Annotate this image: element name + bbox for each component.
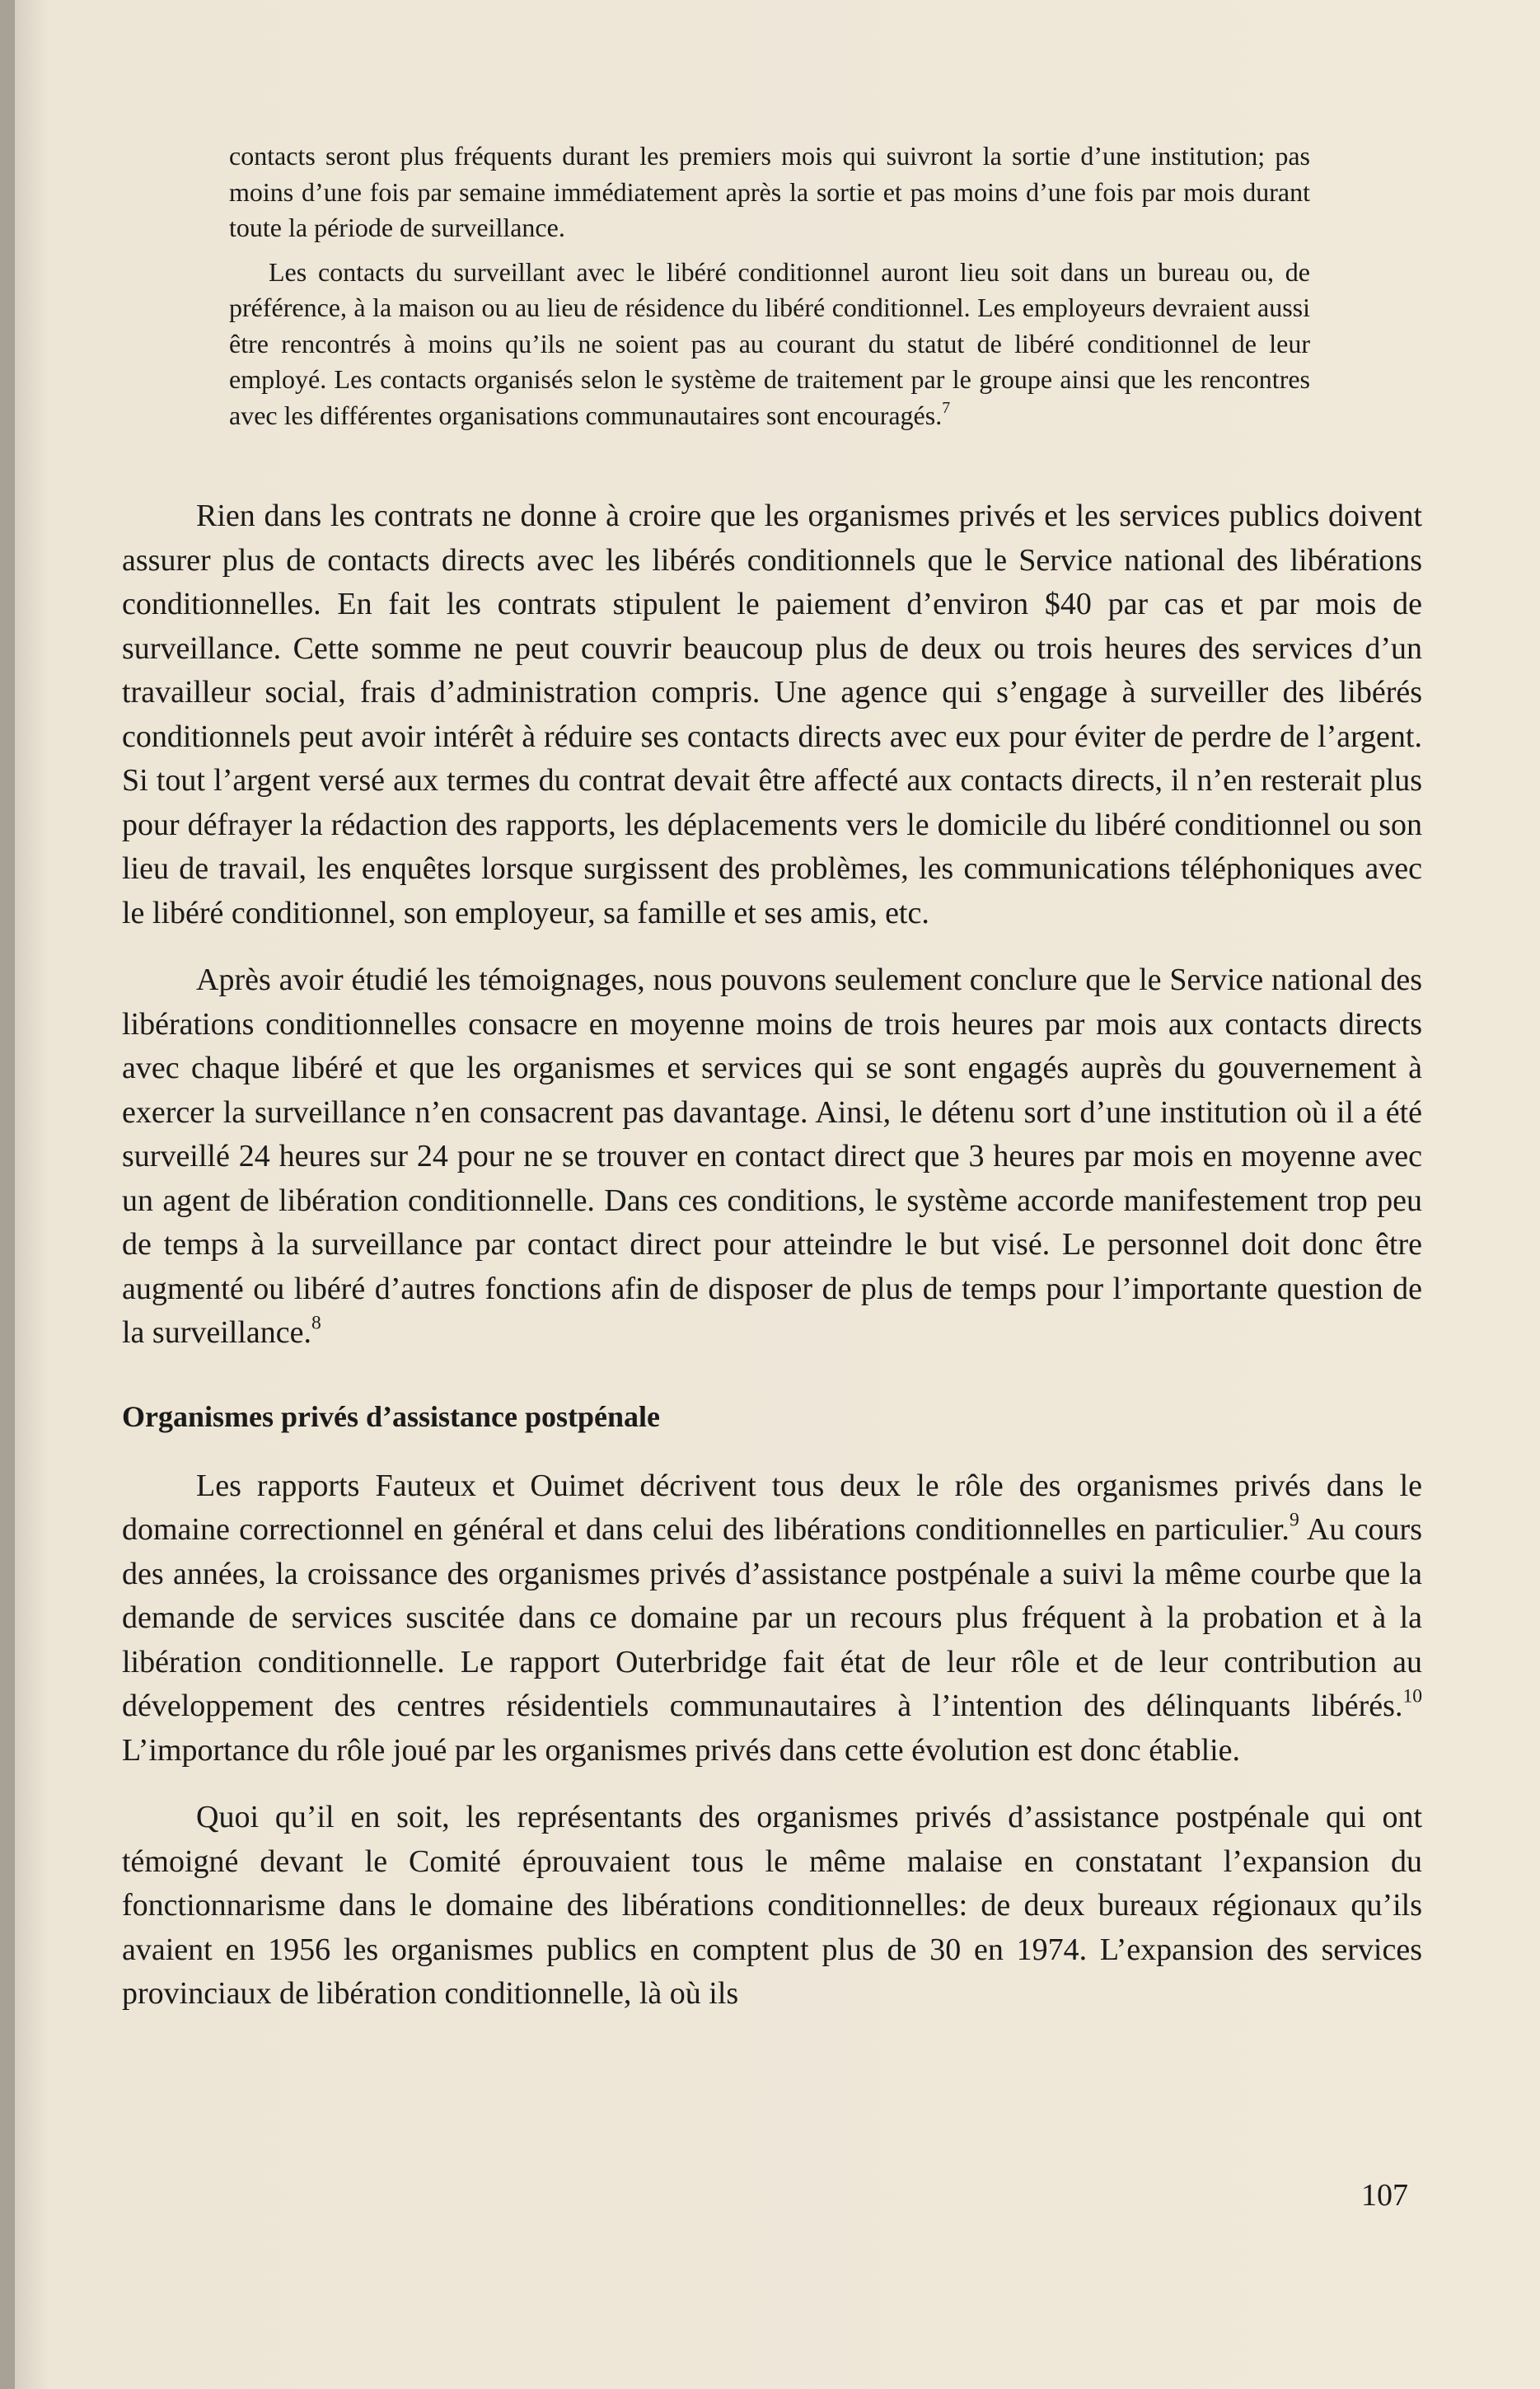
quote-paragraph-text: Les contacts du surveillant avec le libéré conditionnel auront lieu soit dans un bureau ou, de préférence, à la maison ou au lieu de résidence du libéré conditionnel. Les employeurs devraient aussi être rencontrés à moins qu’ils ne soient pas au courant du statut de libéré conditionnel de leur employé. Les contacts organisés selon le système de traitement par le groupe ainsi que les rencontres avec les différentes organisations communautaires sont encouragés. [229,256,1310,430]
section-heading: Organismes privés d’assistance postpénale [122,1399,661,1433]
paragraph-text: Quoi qu’il en soit, les représentants des organismes privés d’assistance postpénale qui ont témoigné devant le Comité éprouvaient tous le même malaise en constatant l’expansion du fonctionnarisme dans le domaine des libérations conditionnelles: de deux bureaux régionaux qu’ils avaient en 1956 les organismes publics en comptent plus de 30 en 1974. L’expansion des services provinciaux de libération conditionnelle, là où ils [122,1800,1422,2011]
binding-edge [0,0,15,2389]
paragraph [122,1464,1422,1773]
quote-paragraph-text: contacts seront plus fréquents durant les premiers mois qui suivront la sortie d’une institution; pas moins d’une fois par semaine immédiatement après la sortie et pas moins d’une fois par mois durant toute la période de surveillance. [229,141,1310,242]
footnote-ref: 8 [311,1312,321,1334]
paragraph [122,494,1422,935]
paragraph-text: Après avoir étudié les témoignages, nous pouvons seulement conclure que le Service national des libérations conditionnelles consacre en moyenne moins de trois heures par mois aux contacts directs avec chaque libéré et que les organismes et services qui se sont engagés auprès du gouvernement à exercer la surveillance n’en consacrent pas davantage. Ainsi, le détenu sort d’une institution où il a été surveillé 24 heures sur 24 pour ne se trouver en contact direct que 3 heures par mois en moyenne avec un agent de libération conditionnelle. Dans ces conditions, le système accorde manifestement trop peu de temps à la surveillance par contact direct pour atteindre le but visé. Le personnel doit donc être augmenté ou libéré d’autres fonctions afin de disposer de plus de temps pour l’importante question de la surveillance. [122,963,1422,1350]
body-text [122,494,1422,2040]
paragraph [122,958,1422,1356]
quote-paragraph [229,138,1310,246]
paragraph-text: L’importance du rôle joué par les organismes privés dans cette évolution est donc établie. [122,1732,1241,1768]
footnote-ref: 7 [942,398,951,417]
footnote-ref: 9 [1289,1509,1299,1531]
paragraph-text: Rien dans les contrats ne donne à croire que les organismes privés et les services publics doivent assurer plus de contacts directs avec les libérés conditionnels que le Service national des libérations conditionnelles. En fait les contrats stipulent le paiement d’environ $40 par cas et par mois de surveillance. Cette somme ne peut couvrir beaucoup plus de deux ou trois heures des services d’un travailleur social, frais d’administration compris. Une agence qui s’engage à surveiller des libérés conditionnels peut avoir intérêt à réduire ses contacts directs avec eux pour éviter de perdre de l’argent. Si tout l’argent versé aux termes du contrat devait être affecté aux contacts directs, il n’en resterait plus pour défrayer la rédaction des rapports, les déplacements vers le domicile du libéré conditionnel ou son lieu de travail, les enquêtes lorsque surgissent des problèmes, les communications téléphoniques avec le libéré conditionnel, son employeur, sa famille et ses amis, etc. [122,499,1422,930]
block-quote [229,138,1310,442]
footnote-ref: 10 [1402,1685,1422,1707]
paragraph-text: Au cours des années, la croissance des organismes privés d’assistance postpénale a suivi la même courbe que la demande de services suscitée dans ce domaine par un recours plus fréquent à la probation et à la libération conditionnelle. Le rapport Outerbridge fait état de leur rôle et de leur contribution au développement des centres résidentiels communautaires à l’intention des délinquants libérés. [122,1512,1422,1723]
paragraph-text: Les rapports Fauteux et Ouimet décrivent tous deux le rôle des organismes privés dans le domaine correctionnel en général et dans celui des libérations conditionnelles en particulier. [122,1468,1422,1547]
page-number: 107 [1361,2178,1408,2213]
quote-paragraph [229,255,1310,434]
paragraph [122,1796,1422,2017]
